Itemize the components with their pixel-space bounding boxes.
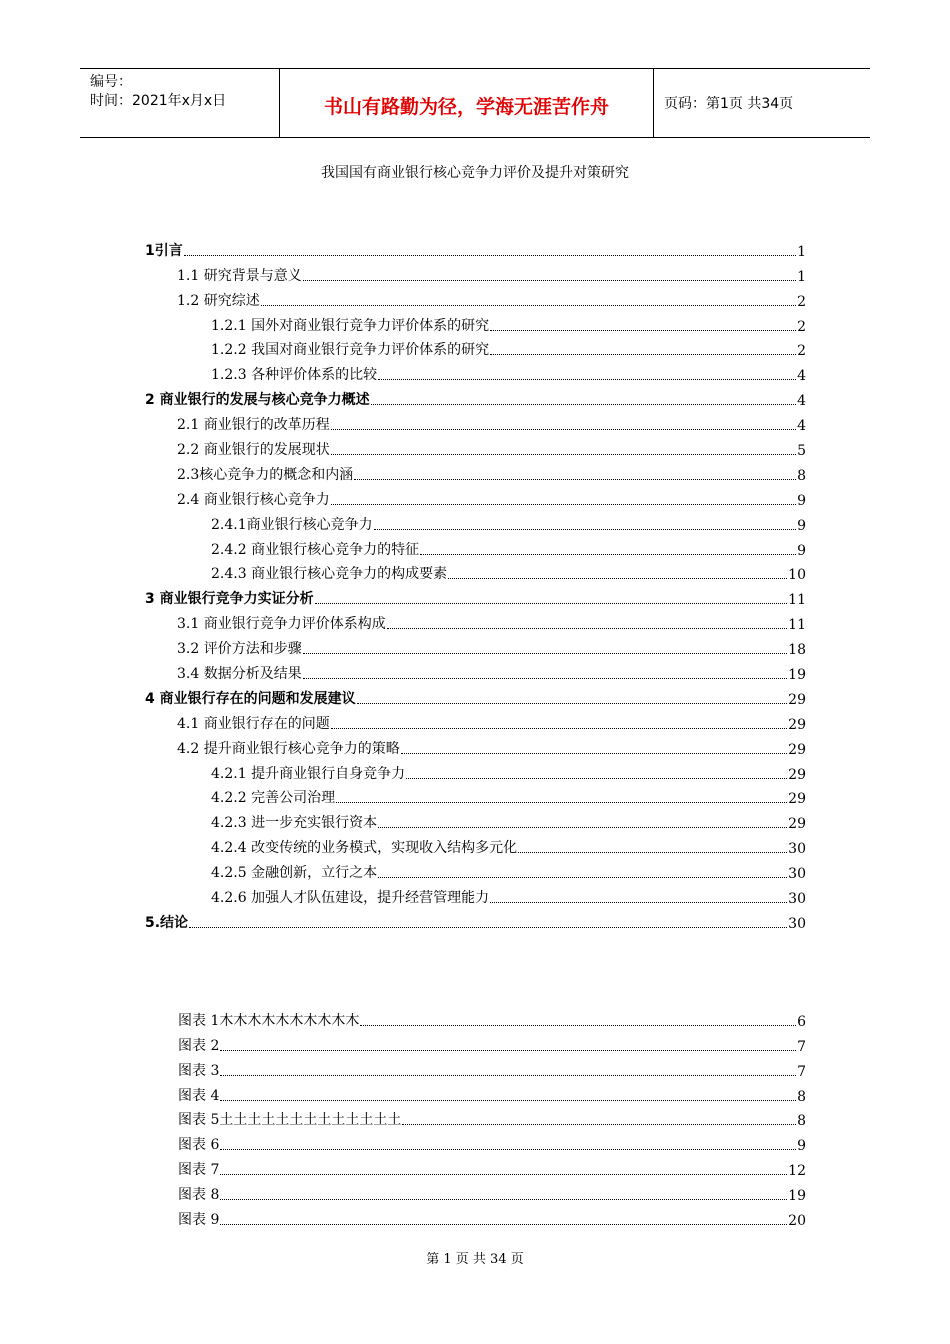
figure-entry[interactable]: 图表 1木木木木木木木木木木 6 [178,1012,806,1030]
toc-entry[interactable]: 4.2.6 加强人才队伍建设，提升经营管理能力 30 [211,890,806,908]
toc-entry[interactable]: 2.4.2 商业银行核心竞争力的特征 9 [211,541,806,559]
toc-entry[interactable]: 3.2 评价方法和步骤 18 [177,641,806,659]
table-of-contents [145,235,806,932]
toc-entry[interactable]: 3.4 数据分析及结果 19 [177,666,806,684]
number-label: 编号： [90,74,132,90]
toc-entry[interactable]: 4 商业银行存在的问题和发展建议 29 [145,690,806,708]
figure-entry[interactable]: 图表 3 7 [178,1062,806,1080]
toc-entry[interactable]: 5.结论 30 [145,914,806,932]
toc-entry[interactable]: 1.2.3 各种评价体系的比较 4 [211,367,806,385]
toc-entry[interactable]: 2.4 商业银行核心竞争力 9 [177,491,806,509]
toc-entry[interactable]: 2 商业银行的发展与核心竞争力概述 4 [145,392,806,410]
toc-entry[interactable]: 2.1 商业银行的改革历程 4 [177,417,806,435]
toc-entry[interactable]: 1.2 研究综述 2 [177,292,806,310]
figure-entry[interactable]: 图表 8 19 [178,1187,806,1205]
figure-entry[interactable]: 图表 7 12 [178,1162,806,1180]
toc-entry[interactable]: 4.2 提升商业银行核心竞争力的策略 29 [177,740,806,758]
toc-entry[interactable]: 4.2.4 改变传统的业务模式，实现收入结构多元化 30 [211,840,806,858]
document-title: 我国国有商业银行核心竞争力评价及提升对策研究 [321,165,629,181]
toc-entry[interactable]: 4.2.5 金融创新，立行之本 30 [211,865,806,883]
toc-entry[interactable]: 4.2.3 进一步充实银行资本 29 [211,815,806,833]
figure-entry[interactable]: 图表 5土土土土土土土土土土土土土 8 [178,1112,806,1130]
toc-entry[interactable]: 1引言 1 [145,242,806,260]
page-footer: 第 1 页 共 34 页 [426,1252,524,1267]
toc-entry[interactable]: 3 商业银行竞争力实证分析 11 [145,591,806,609]
header-page-label: 页码：第1页 共34页 [664,96,794,112]
toc-entry[interactable]: 4.1 商业银行存在的问题 29 [177,715,806,733]
toc-entry[interactable]: 1.2.2 我国对商业银行竞争力评价体系的研究 2 [211,342,806,360]
page-header [80,68,870,138]
figure-entry[interactable]: 图表 2 7 [178,1037,806,1055]
list-of-figures [178,1005,806,1229]
figure-entry[interactable]: 图表 9 20 [178,1212,806,1230]
toc-entry[interactable]: 4.2.1 提升商业银行自身竞争力 29 [211,765,806,783]
toc-entry[interactable]: 1.2.1 国外对商业银行竞争力评价体系的研究 2 [211,317,806,335]
toc-entry[interactable]: 2.4.3 商业银行核心竞争力的构成要素 10 [211,566,806,584]
toc-entry[interactable]: 1.1 研究背景与意义 1 [177,267,806,285]
toc-entry[interactable]: 3.1 商业银行竞争力评价体系构成 11 [177,616,806,634]
header-motto: 书山有路勤为径，学海无涯苦作舟 [280,69,654,137]
toc-entry[interactable]: 2.2 商业银行的发展现状 5 [177,442,806,460]
toc-entry[interactable]: 4.2.2 完善公司治理 29 [211,790,806,808]
header-meta [80,69,280,137]
toc-entry[interactable]: 2.3核心竞争力的概念和内涵 8 [177,466,806,484]
time-label: 时间：2021年x月x日 [90,93,227,109]
figure-entry[interactable]: 图表 4 8 [178,1087,806,1105]
figure-entry[interactable]: 图表 6 9 [178,1137,806,1155]
toc-entry[interactable]: 2.4.1商业银行核心竞争力 9 [211,516,806,534]
